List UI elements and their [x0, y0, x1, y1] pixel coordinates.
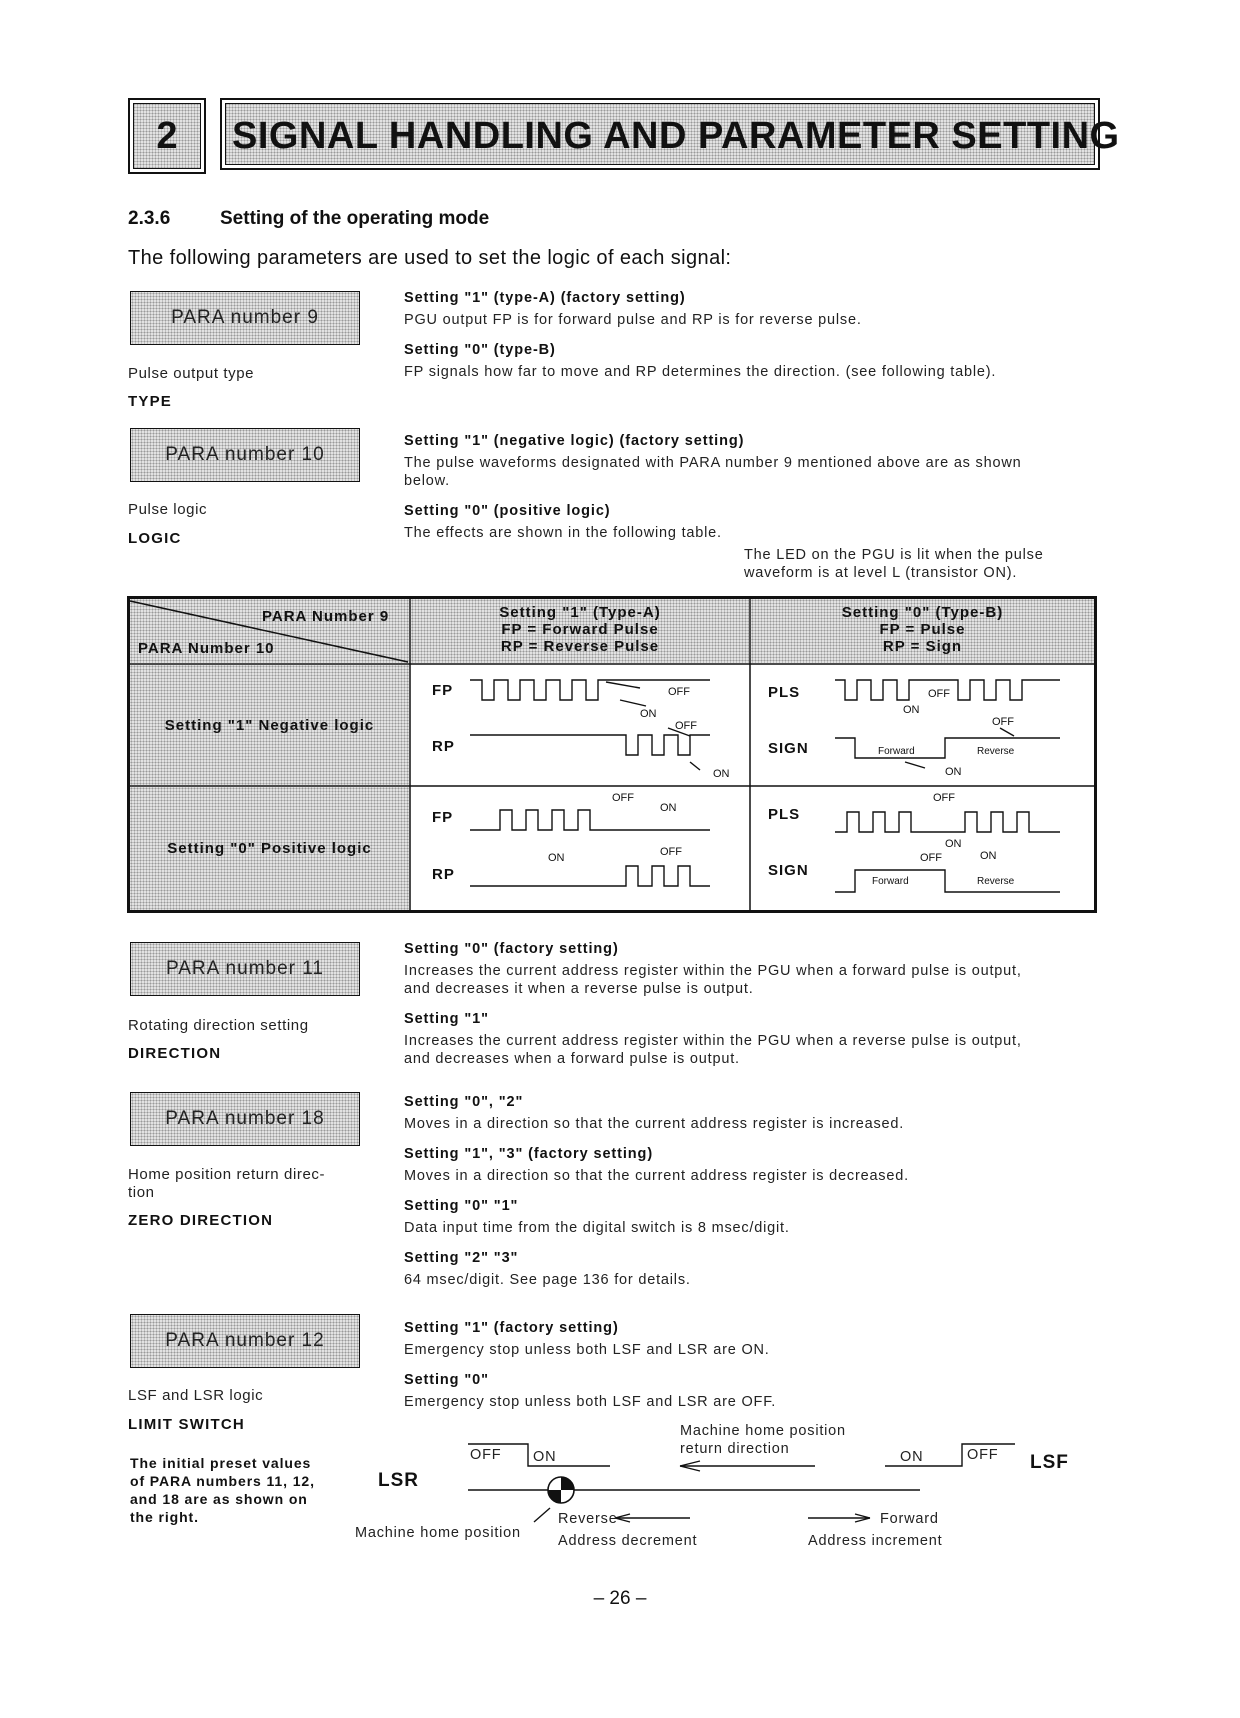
- table-corner-top: PARA Number 9: [262, 608, 390, 625]
- ann-off-4: OFF: [660, 846, 682, 858]
- section-number: 2.3.6: [128, 208, 171, 229]
- mhp-line-2: return direction: [680, 1441, 790, 1457]
- para9-s0-head: Setting "0" (type-B): [404, 342, 556, 358]
- para18-b-text: Moves in a direction so that the current address register is decreased.: [404, 1168, 909, 1184]
- para10-s1-text-1: The pulse waveforms designated with PARA number 9 mentioned above are as shown: [404, 455, 1022, 471]
- ann-on-3: ON: [660, 802, 677, 814]
- para18-label-2: tion: [128, 1184, 155, 1201]
- colB-line-2: FP = Pulse: [879, 621, 966, 638]
- para9-box: PARA number 9: [130, 291, 360, 345]
- ann-on-1: ON: [640, 708, 657, 720]
- ann-off-5: OFF: [928, 688, 950, 700]
- ann-on-5: ON: [903, 704, 920, 716]
- ann-off-8: OFF: [920, 852, 942, 864]
- sig-rp-pos: RP: [432, 866, 455, 883]
- ann-off-2: OFF: [675, 720, 697, 732]
- page-number: – 26 –: [593, 1588, 647, 1609]
- para12-s0-head: Setting "0": [404, 1372, 489, 1388]
- para12-code: LIMIT SWITCH: [128, 1416, 245, 1433]
- para18-a-head: Setting "0", "2": [404, 1094, 524, 1110]
- para10-box: PARA number 10: [130, 428, 360, 482]
- para11-box: PARA number 11: [130, 942, 360, 996]
- para18-d-head: Setting "2" "3": [404, 1250, 519, 1266]
- para9-code: TYPE: [128, 393, 172, 410]
- ann-on-6: ON: [945, 766, 962, 778]
- addr-inc-label: Address increment: [808, 1533, 943, 1549]
- mhp-line-1: Machine home position: [680, 1423, 846, 1439]
- ann-off-3: OFF: [612, 792, 634, 804]
- para18-c-text: Data input time from the digital switch is 8 msec/digit.: [404, 1220, 790, 1236]
- ann-on-7: ON: [945, 838, 962, 850]
- preset-note-1: The initial preset values: [130, 1455, 312, 1471]
- para10-s0-head: Setting "0" (positive logic): [404, 503, 611, 519]
- ann-forward-1: Forward: [878, 746, 915, 757]
- para11-s0-text-1: Increases the current address register within the PGU when a forward pulse is output,: [404, 963, 1022, 979]
- sig-sign-pos: SIGN: [768, 862, 809, 879]
- para11-s1-head: Setting "1": [404, 1011, 489, 1027]
- chapter-title: SIGNAL HANDLING AND PARAMETER SETTING: [220, 98, 1100, 170]
- para10-s1-text-2: below.: [404, 473, 450, 489]
- para10-code: LOGIC: [128, 530, 182, 547]
- lsf-label: LSF: [1030, 1452, 1069, 1473]
- sig-sign-neg: SIGN: [768, 740, 809, 757]
- addr-dec-label: Address decrement: [558, 1533, 698, 1549]
- ann-reverse-1: Reverse: [977, 746, 1015, 757]
- ann-off-7: OFF: [933, 792, 955, 804]
- preset-note-3: and 18 are as shown on: [130, 1491, 308, 1507]
- ann-on-4: ON: [548, 852, 565, 864]
- lsr-off: OFF: [470, 1447, 502, 1463]
- para10-label: Pulse logic: [128, 501, 208, 518]
- para11-s1-text-2: and decreases when a forward pulse is output.: [404, 1051, 740, 1067]
- para9-label: Pulse output type: [128, 365, 255, 382]
- preset-note-4: the right.: [130, 1509, 199, 1525]
- ann-reverse-2: Reverse: [977, 876, 1015, 887]
- lsr-label: LSR: [378, 1470, 419, 1491]
- lsf-on: ON: [900, 1449, 924, 1465]
- home-position-icon: [548, 1477, 574, 1503]
- para12-label: LSF and LSR logic: [128, 1387, 264, 1404]
- para9-s1-head: Setting "1" (type-A) (factory setting): [404, 290, 686, 306]
- ann-off-1: OFF: [668, 686, 690, 698]
- chapter-number: 2: [128, 98, 206, 174]
- section-title: Setting of the operating mode: [220, 208, 490, 229]
- led-note-1: The LED on the PGU is lit when the pulse: [744, 547, 1044, 563]
- para11-s0-text-2: and decreases it when a reverse pulse is output.: [404, 981, 754, 997]
- colA-line-2: FP = Forward Pulse: [501, 621, 659, 638]
- para12-s1-text: Emergency stop unless both LSF and LSR are ON.: [404, 1342, 770, 1358]
- colB-line-1: Setting "0" (Type-B): [841, 604, 1004, 621]
- colB-line-3: RP = Sign: [882, 638, 963, 655]
- para11-s1-text-1: Increases the current address register within the PGU when a reverse pulse is output,: [404, 1033, 1022, 1049]
- para18-b-head: Setting "1", "3" (factory setting): [404, 1146, 654, 1162]
- colA-line-3: RP = Reverse Pulse: [500, 638, 660, 655]
- led-note-2: waveform is at level L (transistor ON).: [744, 565, 1018, 581]
- para18-d-text: 64 msec/digit. See page 136 for details.: [404, 1272, 691, 1288]
- ann-off-6: OFF: [992, 716, 1014, 728]
- para12-box: PARA number 12: [130, 1314, 360, 1368]
- para18-c-head: Setting "0" "1": [404, 1198, 519, 1214]
- para9-s1-text: PGU output FP is for forward pulse and RP is for reverse pulse.: [404, 312, 862, 328]
- sig-rp-neg: RP: [432, 738, 455, 755]
- para18-box: PARA number 18: [130, 1092, 360, 1146]
- home-position-label: Machine home position: [355, 1525, 521, 1541]
- table-row1-text: Setting "1" Negative logic: [164, 717, 375, 734]
- para18-a-text: Moves in a direction so that the current address register is increased.: [404, 1116, 905, 1132]
- para18-label-1: Home position return direc-: [128, 1166, 326, 1183]
- ann-on-2: ON: [713, 768, 730, 780]
- table-row2-text: Setting "0" Positive logic: [167, 840, 372, 857]
- para10-s1-head: Setting "1" (negative logic) (factory setting): [404, 433, 745, 449]
- ann-on-8: ON: [980, 850, 997, 862]
- sig-fp-neg: FP: [432, 682, 454, 699]
- lsr-on: ON: [533, 1449, 557, 1465]
- sig-pls-neg: PLS: [768, 684, 801, 701]
- colA-line-1: Setting "1" (Type-A): [499, 604, 661, 621]
- para10-s0-text: The effects are shown in the following table.: [404, 525, 722, 541]
- para11-code: DIRECTION: [128, 1045, 222, 1062]
- ann-forward-2: Forward: [872, 876, 909, 887]
- preset-note-2: of PARA numbers 11, 12,: [130, 1473, 315, 1489]
- sig-fp-pos: FP: [432, 809, 454, 826]
- forward-label: Forward: [880, 1511, 939, 1527]
- para11-s0-head: Setting "0" (factory setting): [404, 941, 619, 957]
- sig-pls-pos: PLS: [768, 806, 801, 823]
- para9-s0-text: FP signals how far to move and RP determines the direction. (see following table).: [404, 364, 997, 380]
- para11-label: Rotating direction setting: [128, 1017, 309, 1034]
- para12-s1-head: Setting "1" (factory setting): [404, 1320, 619, 1336]
- para18-code: ZERO DIRECTION: [128, 1212, 274, 1229]
- intro-text: The following parameters are used to set the logic of each signal:: [128, 247, 732, 269]
- table-corner-bottom: PARA Number 10: [138, 640, 275, 657]
- lsf-off: OFF: [967, 1447, 999, 1463]
- reverse-label: Reverse: [558, 1511, 618, 1527]
- para12-s0-text: Emergency stop unless both LSF and LSR are OFF.: [404, 1394, 777, 1410]
